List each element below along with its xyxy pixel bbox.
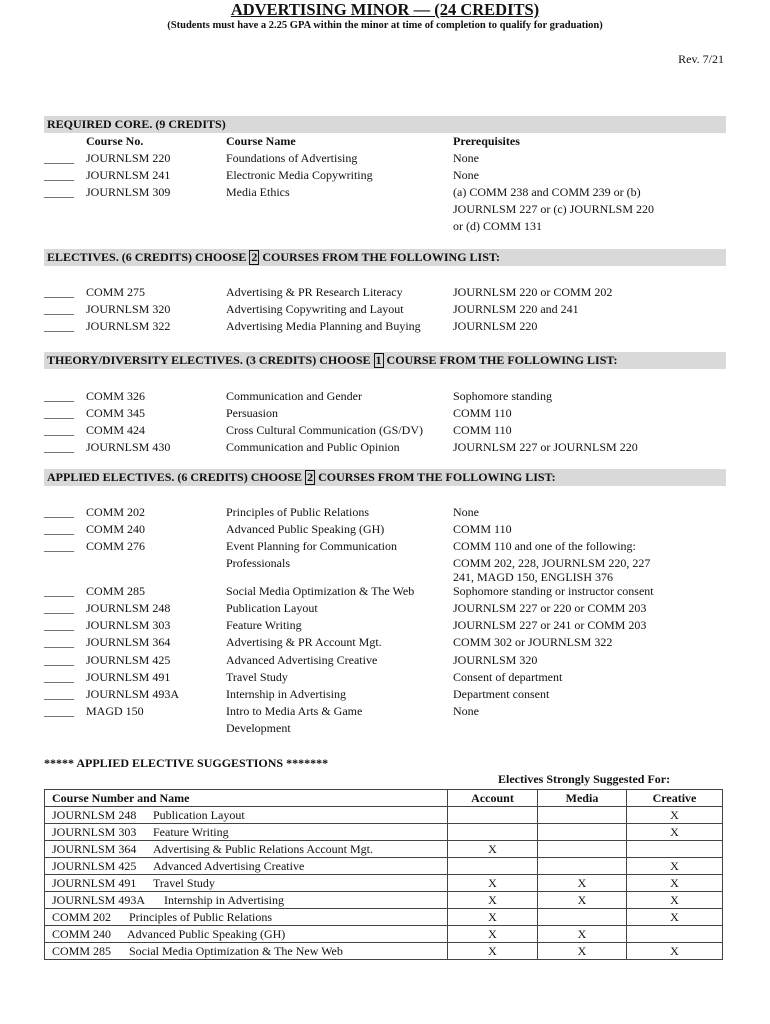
required-course-row-continued: JOURNLSM 227 or (c) JOURNLSM 220 [453, 202, 655, 216]
suggestions-table [44, 789, 723, 960]
theory-course-row: _____ JOURNLSM 430 Communication and Public Opinion JOURNLSM 227 or JOURNLSM 220 [44, 440, 638, 454]
applied-course-row: _____ JOURNLSM 303 Feature Writing JOURNLSM 227 or 241 or COMM 203 [44, 618, 647, 632]
required-course-row-continued: or (d) COMM 131 [453, 219, 542, 233]
applied-course-row: _____ JOURNLSM 425 Advanced Advertising Creative JOURNLSM 320 [44, 653, 538, 667]
applied-course-row: _____ JOURNLSM 493A Internship in Advertising Department consent [44, 687, 550, 701]
col-course-number-name: Course Number and Name [45, 790, 448, 807]
suggestions-title: ***** APPLIED ELECTIVE SUGGESTIONS ******* [44, 756, 329, 770]
page-title: ADVERTISING MINOR — (24 CREDITS) [230, 0, 540, 19]
elective-course-row: _____ JOURNLSM 320 Advertising Copywriting and Layout JOURNLSM 220 and 241 [44, 302, 579, 316]
applied-course-row: _____ MAGD 150 Intro to Media Arts & Game None [44, 704, 479, 718]
revision-label: Rev. 7/21 [678, 52, 724, 66]
applied-course-row: _____ COMM 202 Principles of Public Relations None [44, 505, 479, 519]
page-subtitle: (Students must have a 2.25 GPA within the minor at time of completion to qualify for graduation) [167, 20, 603, 31]
table-row: JOURNLSM 303 Feature Writing X [45, 824, 723, 841]
required-course-row: _____ JOURNLSM 241 Electronic Media Copywriting None [44, 168, 479, 182]
table-row: COMM 202 Principles of Public Relations X X [45, 909, 723, 926]
col-prerequisites: Prerequisites [453, 134, 520, 148]
required-course-row: _____ JOURNLSM 309 Media Ethics (a) COMM 238 and COMM 239 or (b) [44, 185, 641, 199]
electives-heading: ELECTIVES. (6 CREDITS) CHOOSE 2 COURSES FROM THE FOLLOWING LIST: [44, 249, 726, 266]
applied-course-row: _____ COMM 276 Event Planning for Communication COMM 110 and one of the following: [44, 539, 636, 553]
col-creative: Creative [627, 790, 723, 807]
choose-count-box: 2 [251, 250, 258, 264]
table-row: JOURNLSM 493A Internship in Advertising X X X [45, 892, 723, 909]
col-course-no: Course No. [86, 134, 144, 148]
required-course-row: _____ JOURNLSM 220 Foundations of Advertising None [44, 151, 479, 165]
table-row: JOURNLSM 425 Advanced Advertising Creative X [45, 858, 723, 875]
choose-count-box: 1 [375, 353, 382, 367]
elective-course-row: _____ COMM 275 Advertising & PR Research Literacy JOURNLSM 220 or COMM 202 [44, 285, 613, 299]
table-row: JOURNLSM 364 Advertising & Public Relations Account Mgt. X [45, 841, 723, 858]
col-account: Account [448, 790, 538, 807]
applied-course-row-continued: 241, MAGD 150, ENGLISH 376 [453, 570, 613, 584]
applied-course-row: _____ JOURNLSM 491 Travel Study Consent of department [44, 670, 563, 684]
theory-course-row: _____ COMM 326 Communication and Gender Sophomore standing [44, 389, 552, 403]
table-row: COMM 240 Advanced Public Speaking (GH) X X [45, 926, 723, 943]
theory-course-row: _____ COMM 424 Cross Cultural Communication (GS/DV) COMM 110 [44, 423, 512, 437]
applied-course-row: _____ JOURNLSM 248 Publication Layout JOURNLSM 227 or 220 or COMM 203 [44, 601, 647, 615]
table-row: JOURNLSM 491 Travel Study X X X [45, 875, 723, 892]
applied-course-row-continued: Professionals COMM 202, 228, JOURNLSM 220, 227 [226, 556, 651, 570]
applied-course-row: _____ JOURNLSM 364 Advertising & PR Account Mgt. COMM 302 or JOURNLSM 322 [44, 635, 613, 649]
applied-electives-heading: APPLIED ELECTIVES. (6 CREDITS) CHOOSE 2 COURSES FROM THE FOLLOWING LIST: [44, 469, 726, 486]
applied-course-row-continued: Development [226, 721, 291, 735]
applied-course-row: _____ COMM 285 Social Media Optimization & The Web Sophomore standing or instructor consent [44, 584, 654, 598]
table-row: JOURNLSM 248 Publication Layout X [45, 807, 723, 824]
theory-diversity-heading: THEORY/DIVERSITY ELECTIVES. (3 CREDITS) CHOOSE 1 COURSE FROM THE FOLLOWING LIST: [44, 352, 726, 369]
required-core-heading: REQUIRED CORE. (9 CREDITS) [44, 116, 726, 133]
table-row: COMM 285 Social Media Optimization & The New Web X X X [45, 943, 723, 960]
theory-course-row: _____ COMM 345 Persuasion COMM 110 [44, 406, 512, 420]
applied-course-row: _____ COMM 240 Advanced Public Speaking (GH) COMM 110 [44, 522, 512, 536]
elective-course-row: _____ JOURNLSM 322 Advertising Media Planning and Buying JOURNLSM 220 [44, 319, 538, 333]
col-course-name: Course Name [226, 134, 296, 148]
choose-count-box: 2 [307, 470, 314, 484]
col-media: Media [538, 790, 627, 807]
required-column-headers [44, 133, 726, 150]
table-header-row [45, 790, 723, 807]
suggestions-subheading: Electives Strongly Suggested For: [498, 772, 671, 786]
